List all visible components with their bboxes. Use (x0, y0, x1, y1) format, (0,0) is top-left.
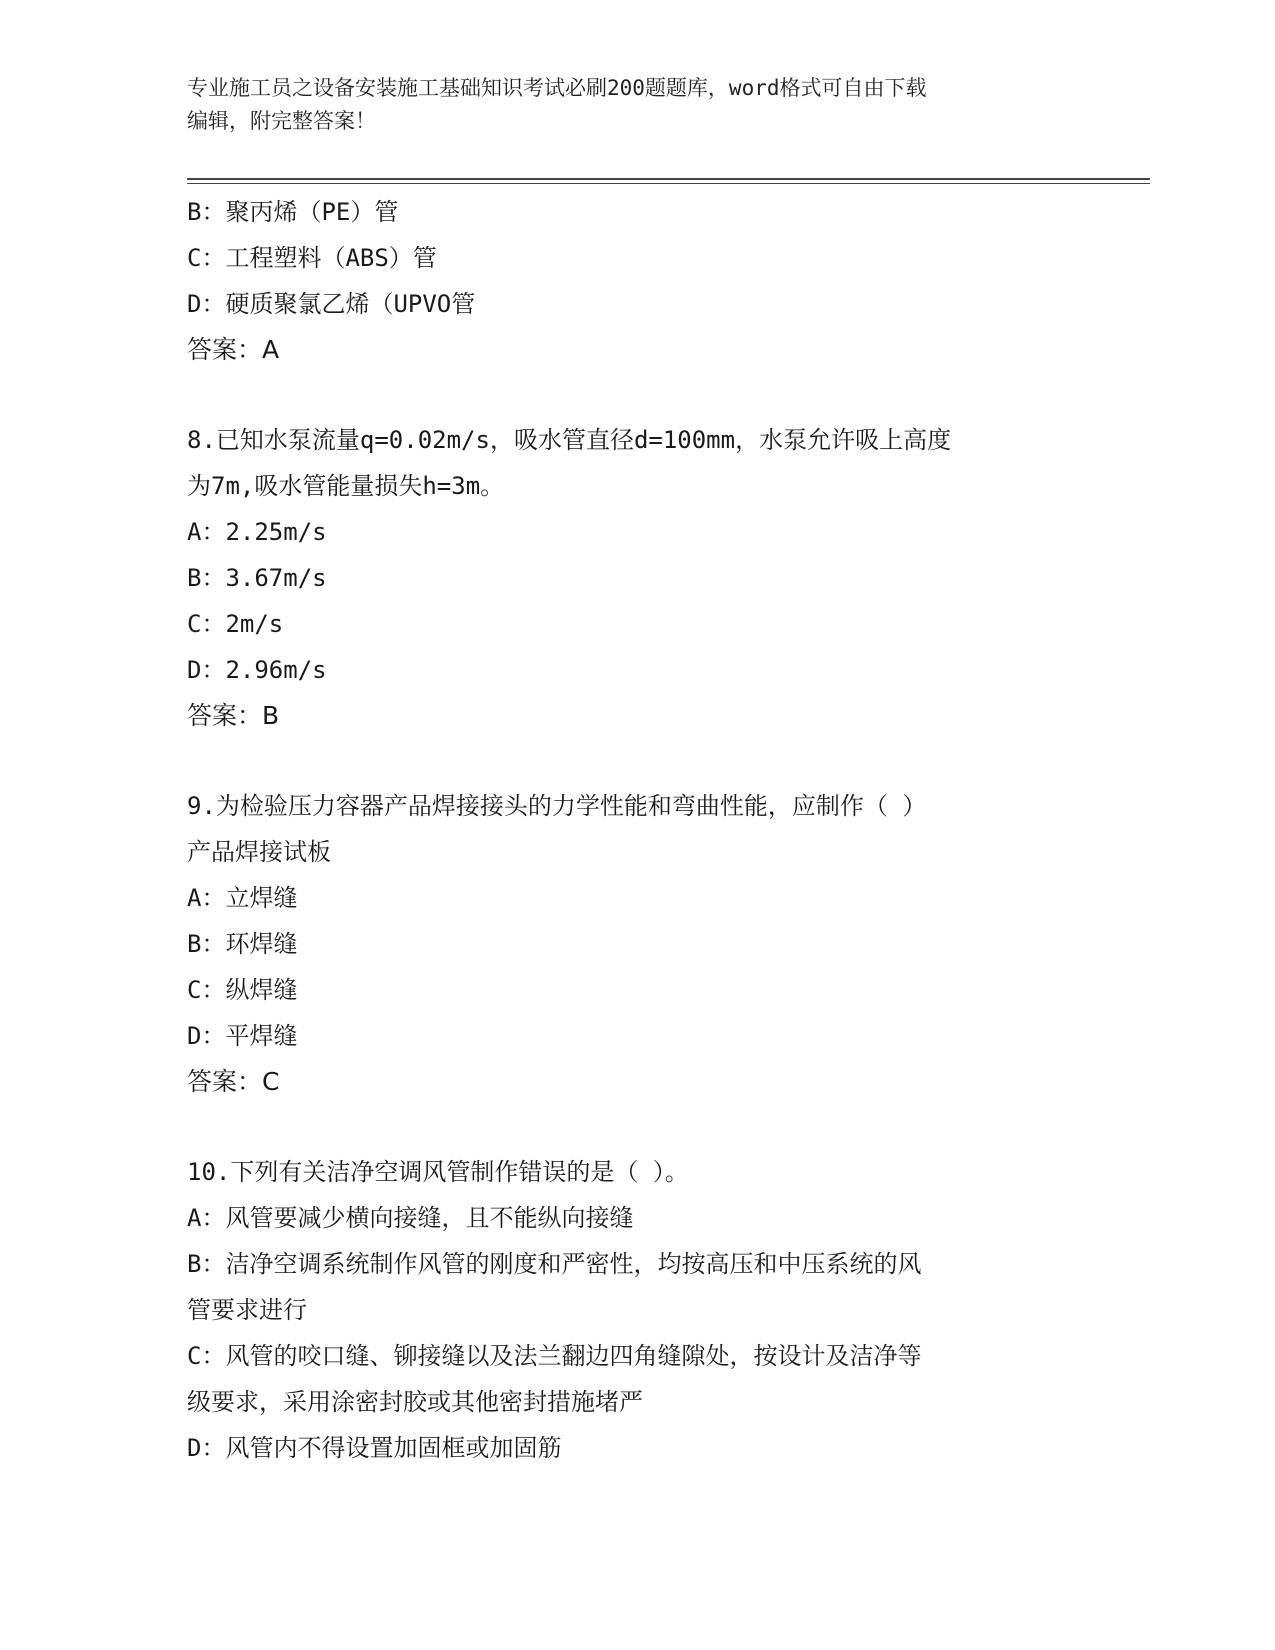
header-divider-thick (187, 178, 1150, 180)
question-9-option-a: A：立焊缝 (187, 884, 298, 912)
question-10-option-c-line-1: C：风管的咬口缝、铆接缝以及法兰翻边四角缝隙处，按设计及洁净等 (187, 1342, 922, 1370)
question-spacer (187, 1105, 1087, 1149)
question-7-option-d: D：硬质聚氯乙烯（UPVO管 (187, 290, 476, 318)
question-7-option-c: C：工程塑料（ABS）管 (187, 244, 437, 272)
question-9 (187, 783, 1087, 1105)
question-8-option-a: A：2.25m/s (187, 518, 327, 546)
question-8-answer: 答案：B (187, 701, 280, 730)
header-divider-thin (187, 183, 1150, 184)
question-8-stem-line-1: 8.已知水泵流量q=0.02m/s，吸水管直径d=100mm，水泵允许吸上高度 (187, 426, 952, 454)
question-8-stem-line-2: 为7m,吸水管能量损失h=3m。 (187, 472, 505, 500)
question-9-stem-line-2: 产品焊接试板 (187, 838, 331, 866)
question-8-option-d: D：2.96m/s (187, 656, 327, 684)
question-10-option-c-line-2: 级要求，采用涂密封胶或其他密封措施堵严 (187, 1388, 643, 1416)
question-list (187, 189, 1087, 1471)
header-title-line-1: 专业施工员之设备安装施工基础知识考试必刷200题题库，word格式可自由下载 (187, 76, 927, 100)
question-8-option-b: B：3.67m/s (187, 564, 327, 592)
question-spacer (187, 373, 1087, 417)
question-10 (187, 1149, 1087, 1471)
question-7 (187, 189, 1087, 373)
question-10-option-a: A：风管要减少横向接缝，且不能纵向接缝 (187, 1204, 634, 1232)
document-header (187, 72, 1087, 138)
question-9-answer: 答案：C (187, 1067, 280, 1096)
question-7-option-b: B：聚丙烯（PE）管 (187, 198, 399, 226)
question-spacer (187, 739, 1087, 783)
question-8-option-c: C：2m/s (187, 610, 284, 638)
question-9-option-c: C：纵焊缝 (187, 976, 298, 1004)
question-8 (187, 417, 1087, 739)
question-10-option-b-line-2: 管要求进行 (187, 1296, 307, 1324)
header-title-line-2: 编辑，附完整答案！ (187, 109, 376, 133)
question-10-stem: 10.下列有关洁净空调风管制作错误的是（ ）。 (187, 1158, 689, 1186)
question-7-answer: 答案：A (187, 335, 280, 364)
question-10-option-b-line-1: B：洁净空调系统制作风管的刚度和严密性，均按高压和中压系统的风 (187, 1250, 922, 1278)
question-9-option-d: D：平焊缝 (187, 1022, 298, 1050)
question-9-stem-line-1: 9.为检验压力容器产品焊接接头的力学性能和弯曲性能，应制作（ ） (187, 792, 927, 820)
question-9-option-b: B：环焊缝 (187, 930, 298, 958)
question-10-option-d: D：风管内不得设置加固框或加固筋 (187, 1434, 562, 1462)
